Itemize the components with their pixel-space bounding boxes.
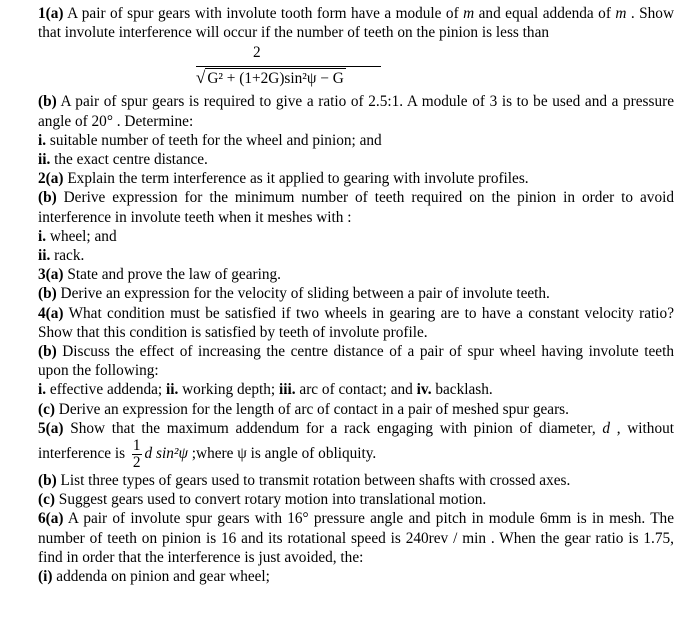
formula-fraction-bar [196,66,381,67]
q1a-text: 1(a) A pair of spur gears with involute tooth form have a module of m and equal addenda of m . Show that involute interference will occur if the number of teeth on the pinion is less than [38,5,674,42]
q4a-text: 4(a) What condition must be satisfied if two wheels in gearing are to have a constant velocity ratio? Show that this condition is satisfied by teeth of involute profile. [38,304,674,341]
q2b-item-i: i. wheel; and [38,227,117,245]
q1b-text: (b) A pair of spur gears is required to give a ratio of 2.5:1. A module of 3 is to be used and a pressure angle of 20° . Determine: [38,93,674,130]
q5c-text: (c) Suggest gears used to convert rotary motion into translational motion. [38,491,487,509]
q2a-text: 2(a) Explain the term interference as it applied to gearing with involute profiles. [38,170,529,188]
q1b-item-ii: ii. the exact centre distance. [38,151,208,169]
q6a-text: 6(a) A pair of involute spur gears with 16° pressure angle and pitch in module 6mm is in mesh. The number of teeth on pinion is 16 and its rotational speed is 240rev / min . When the gear ratio is 1.75, find in order that the interference is just avoided, the: [38,510,674,566]
q1b-item-i: i. suitable number of teeth for the wheel and pinion; and [38,131,382,149]
q2b-item-ii: ii. rack. [38,247,85,265]
q3a-text: 3(a) State and prove the law of gearing. [38,266,281,284]
q4c-text: (c) Derive an expression for the length of arc of contact in a pair of meshed spur gears. [38,400,569,418]
q2b-text: (b) Derive expression for the minimum number of teeth required on the pinion in order to avoid interference in involute teeth when it meshes with : [38,189,674,226]
formula-denominator: √ G² + (1+2G)sin²ψ − G [196,68,344,88]
q5b-text: (b) List three types of gears used to transmit rotation between shafts with crossed axes. [38,472,571,490]
half-fraction: $\frac{1}{2}$ [132,437,141,472]
q6a-item-i: (i) addenda on pinion and gear wheel; [38,568,270,586]
q4b-text: (b) Discuss the effect of increasing the centre distance of a pair of spur wheel having involute teeth upon the following: [38,343,674,380]
q3b-text: (b) Derive an expression for the velocity of sliding between a pair of involute teeth. [38,285,550,303]
q5a-text: 5(a) Show that the maximum addendum for a rack engaging with pinion of diameter, d , without interference is $\frac{1}{2}$ d sin²ψ ;where ψ is angle of obliquity. [38,419,674,472]
formula-numerator: 2 [253,44,261,62]
interference-formula [38,42,674,92]
q4b-items: i. effective addenda; ii. working depth; iii. arc of contact; and iv. backlash. [38,381,493,399]
